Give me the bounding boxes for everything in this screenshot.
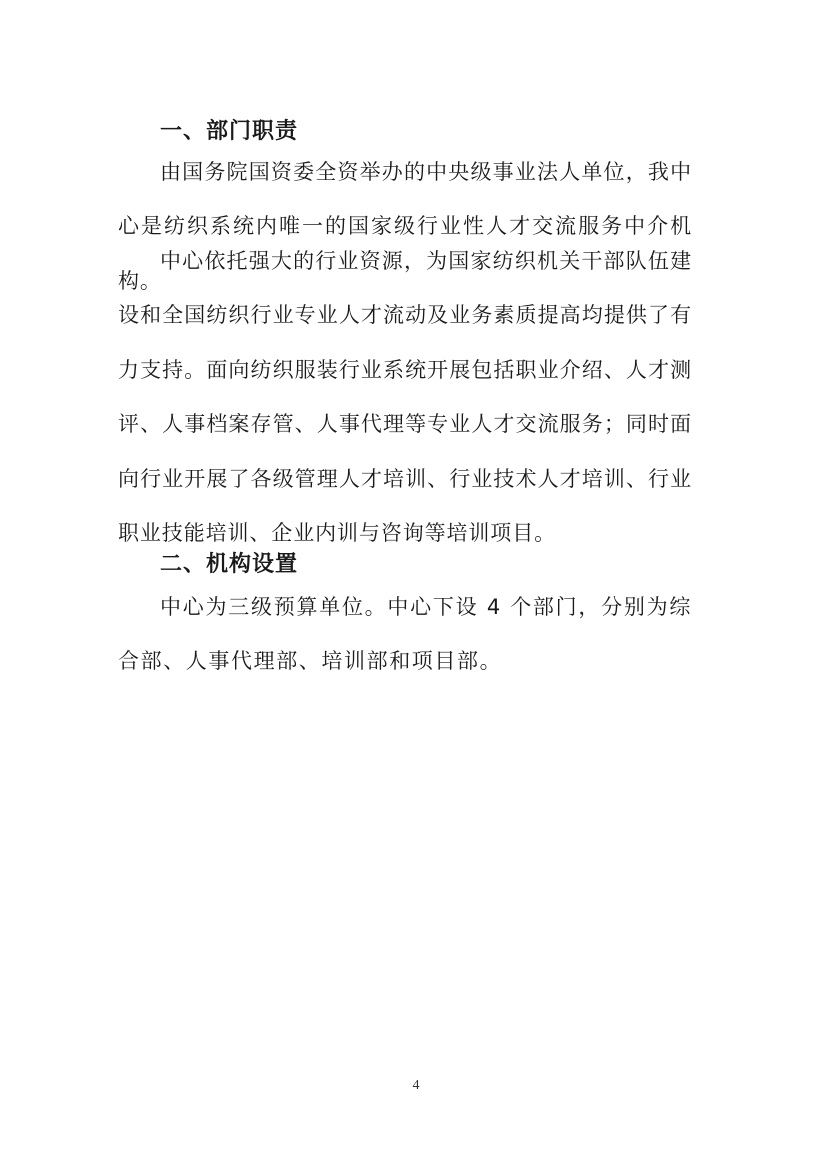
section-heading-organization: 二、机构设置 [160,552,299,577]
paragraph-organization: 中心为三级预算单位。中心下设 4 个部门，分别为综合部、人事代理部、培训部和项目部。 [118,595,692,674]
page-number: 4 [412,1078,420,1093]
section-heading-department-duties: 一、部门职责 [160,119,299,144]
paragraph-duties-services: 中心依托强大的行业资源，为国家纺织机关干部队伍建设和全国纺织行业专业人才流动及业务素质提高均提供了有力支持。面向纺织服装行业系统开展包括职业介绍、人才测评、人事档案存管、人事代理等专业人才交流服务；同时面向行业开展了各级管理人才培训、行业技术人才培训、行业职业技能培训、企业内训与咨询等培训项目。 [118,249,692,546]
paragraph-duties-intro: 由国务院国资委全资举办的中央级事业法人单位，我中心是纺织系统内唯一的国家级行业性人才交流服务中介机构。 [118,160,692,293]
